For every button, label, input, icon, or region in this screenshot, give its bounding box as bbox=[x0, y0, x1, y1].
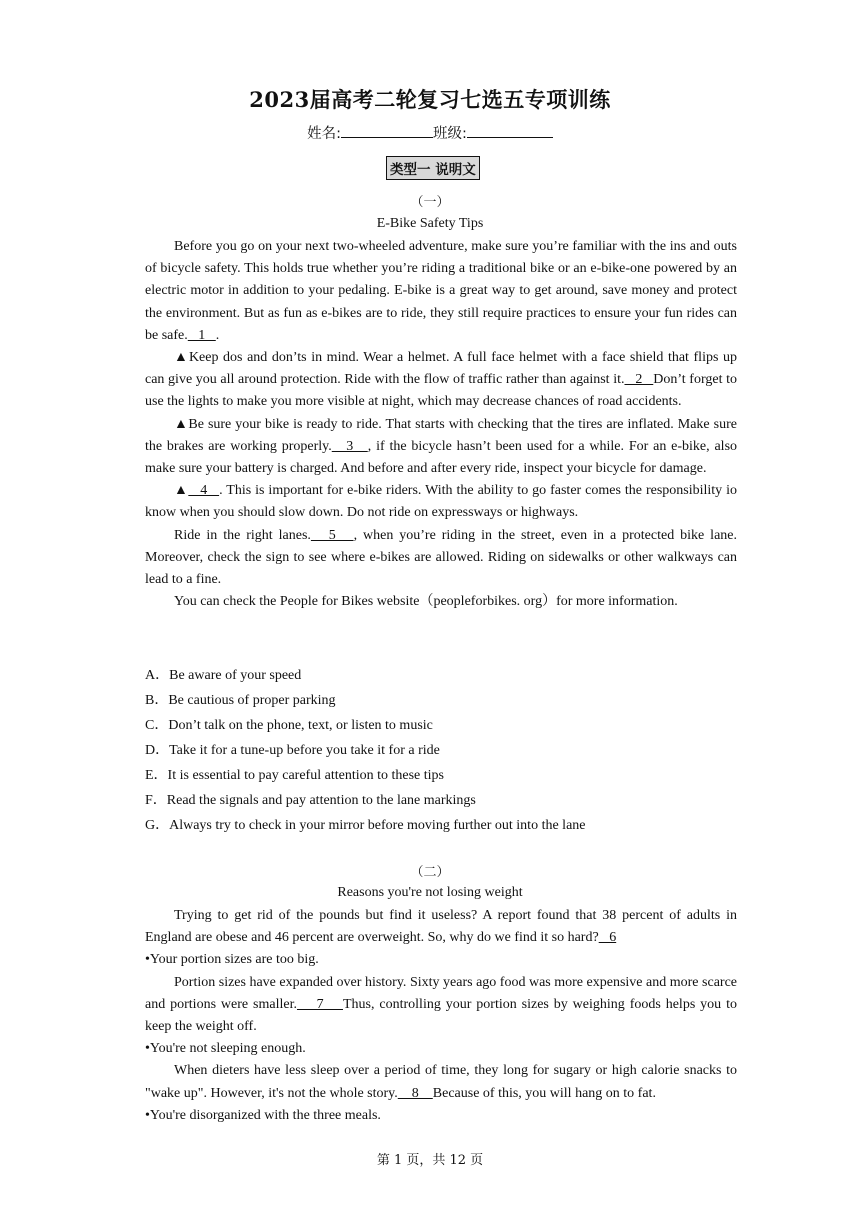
paragraph bbox=[145, 905, 737, 949]
blank-3: 3 bbox=[331, 438, 368, 454]
passage-1-title: E-Bike Safety Tips bbox=[376, 216, 484, 231]
option-b: B．Be cautious of proper parking bbox=[145, 693, 336, 708]
blank-4: 4 bbox=[188, 483, 220, 499]
paragraph bbox=[145, 525, 737, 592]
option-d: D．Take it for a tune-up before you take it for a ride bbox=[145, 743, 440, 758]
passage-1-number: （一） bbox=[410, 194, 450, 209]
document-title: 2023届高考二轮复习七选五专项训练 bbox=[249, 87, 611, 112]
bullet-heading: •You're disorganized with the three meals. bbox=[145, 1107, 381, 1123]
blank-6: 6 bbox=[598, 930, 617, 946]
paragraph-text: ▲Keep dos and don’ts in mind. Wear a helmet. A full face helmet with a face shield that flips up can give you all around protection. Ride with the flow of traffic rather than against it. bbox=[145, 350, 737, 388]
paragraph-text: ▲Be sure your bike is ready to ride. That starts with checking that the tires are inflated. Make sure the brakes are working properly. bbox=[145, 416, 737, 454]
paragraph-text: . This is important for e-bike riders. With the ability to go faster comes the responsibility io know when you should slow down. Do not ride on expressways or highways. bbox=[145, 483, 738, 521]
option-g: G．Always try to check in your mirror before moving further out into the lane bbox=[145, 818, 586, 833]
paragraph bbox=[145, 972, 737, 1039]
option-f: F．Read the signals and pay attention to the lane markings bbox=[145, 793, 476, 808]
passage-2-number: （二） bbox=[410, 864, 450, 879]
paragraph bbox=[145, 347, 737, 414]
bullet-heading: •You're not sleeping enough. bbox=[145, 1041, 306, 1057]
name-class-line bbox=[0, 122, 860, 143]
paragraph-text: , when you’re riding in the street, even in a protected bike lane. Moreover, check the sign to see where e-bikes are allowed. Riding on sidewalks or other walkways can lead to a fine. bbox=[145, 527, 737, 588]
paragraph-text: When dieters have less sleep over a period of time, they long for sugary or high calorie snacks to "wake up". However, it's not the whole story. bbox=[145, 1063, 737, 1101]
option-e: E．It is essential to pay careful attention to these tips bbox=[145, 768, 444, 783]
paragraph: You can check the People for Bikes website（peopleforbikes. org）for more information. bbox=[174, 594, 678, 610]
blank-5: 5 bbox=[310, 527, 354, 543]
paragraph-text: Trying to get rid of the pounds but find it useless? A report found that 38 percent of adults in England are obese and 46 percent are overweight. So, why do we find it so hard? bbox=[145, 908, 737, 946]
paragraph-text: Because of this, you will hang on to fat. bbox=[432, 1085, 656, 1101]
passage-2-body bbox=[145, 905, 737, 1127]
blank-2: 2 bbox=[624, 372, 654, 388]
class-blank bbox=[467, 125, 553, 138]
passage-2-title: Reasons you're not losing weight bbox=[337, 885, 523, 900]
option-a: A．Be aware of your speed bbox=[145, 668, 302, 683]
bullet-heading: •Your portion sizes are too big. bbox=[145, 952, 319, 968]
paragraph bbox=[145, 1060, 737, 1104]
blank-7: 7 bbox=[296, 996, 343, 1012]
paragraph: Before you go on your next two-wheeled adventure, make sure you’re familiar with the ins and outs of bicycle safety. This holds true whether you’re riding a traditional bike or an e-bike-one powered by an electric motor in addition to your pedaling. E-bike is a great way to get around, save money and protect the environment. But as fun as e-bikes are to ride, they still require practices to ensure your fun rides can be safe. 1 . bbox=[145, 239, 737, 343]
option-c: C．Don’t talk on the phone, text, or listen to music bbox=[145, 718, 433, 733]
paragraph-text: Don’t forget to use the lights to make you more visible at night, which may decrease chances of road accidents. bbox=[145, 372, 737, 410]
paragraph-text: Before you go on your next two-wheeled adventure, make sure you’re familiar with the ins and outs of bicycle safety. This holds true whether you’re riding a traditional bike or an e-bike-one powered by an electric motor in addition to your pedaling. E-bike is a great way to get around, save money and protect the environment. But as fun as e-bikes are to ride, they still require practices to ensure your fun rides can be safe. bbox=[145, 239, 737, 343]
page-footer: 第 1 页，共 12 页 bbox=[376, 1153, 484, 1168]
name-blank bbox=[341, 125, 433, 138]
paragraph-text: Portion sizes have expanded over history. Sixty years ago food was more expensive and more scarce and portions were smaller. bbox=[145, 974, 737, 1012]
blank-1: 1 bbox=[187, 327, 216, 343]
section-label: 类型一 说明文 bbox=[386, 156, 480, 180]
paragraph bbox=[145, 414, 737, 481]
paragraph-text: Ride in the right lanes. bbox=[174, 527, 311, 543]
paragraph bbox=[145, 480, 737, 524]
paragraph-text: , if the bicycle hasn’t been used for a while. For an e-bike, also make sure your battery is charged. And before and after every ride, inspect your bicycle for damage. bbox=[145, 438, 738, 477]
name-label: 姓名: bbox=[307, 126, 341, 142]
triangle-bullet: ▲ bbox=[174, 483, 189, 499]
paragraph-text: Thus, controlling your portion sizes by weighing foods helps you to keep the weight off. bbox=[145, 996, 737, 1035]
blank-8: 8 bbox=[397, 1085, 433, 1101]
class-label: 班级: bbox=[433, 126, 467, 142]
passage-1-body bbox=[145, 236, 737, 613]
